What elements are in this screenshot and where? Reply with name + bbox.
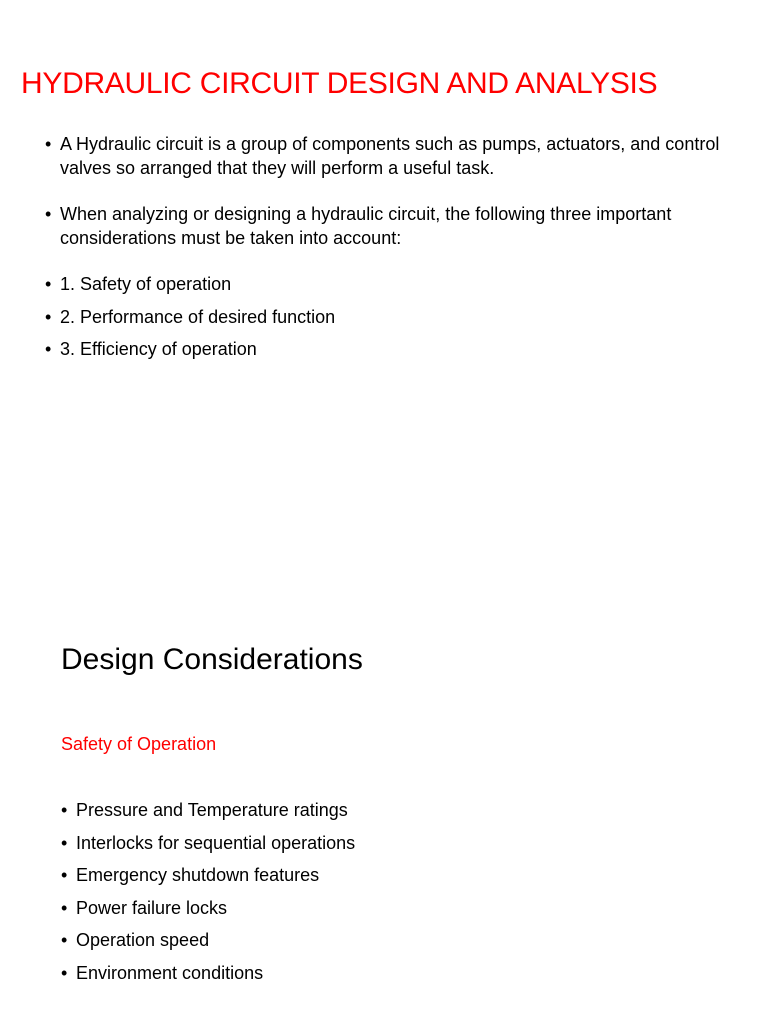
bullet-item: • 3. Efficiency of operation xyxy=(45,337,745,361)
bullet-item: • 2. Performance of desired function xyxy=(45,305,745,329)
bullet-item: • When analyzing or designing a hydraulic circuit, the following three important considerations must be taken into account: xyxy=(45,202,745,250)
slide-design-considerations xyxy=(0,512,768,1024)
bullet-list xyxy=(45,132,745,370)
bullet-item: • 1. Safety of operation xyxy=(45,272,745,296)
bullet-item: • Operation speed xyxy=(61,928,661,952)
bullet-item: • Power failure locks xyxy=(61,896,661,920)
bullet-item: • A Hydraulic circuit is a group of components such as pumps, actuators, and control valves so arranged that they will perform a useful task. xyxy=(45,132,745,180)
bullet-item: • Pressure and Temperature ratings xyxy=(61,798,661,822)
slide-title: HYDRAULIC CIRCUIT DESIGN AND ANALYSIS xyxy=(21,67,658,100)
bullet-item: • Interlocks for sequential operations xyxy=(61,831,661,855)
bullet-item: • Emergency shutdown features xyxy=(61,863,661,887)
bullet-item: • Environment conditions xyxy=(61,961,661,985)
section-subheading: Safety of Operation xyxy=(61,734,217,754)
slide-title: Design Considerations xyxy=(61,643,363,676)
bullet-list xyxy=(61,798,661,993)
